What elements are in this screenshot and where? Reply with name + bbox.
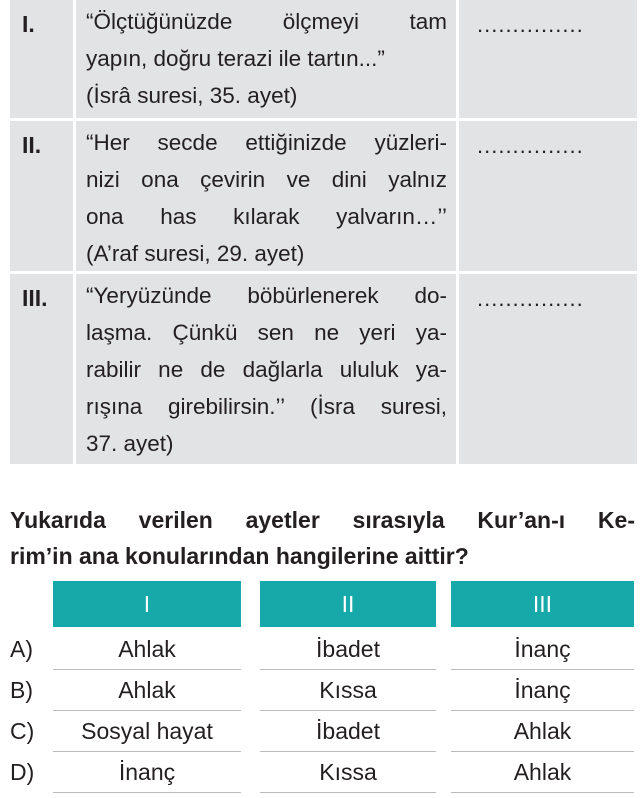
option-cell: İnanç: [451, 629, 634, 670]
verse-line: ona has kılarak yalvarın…’’: [86, 204, 447, 229]
option-cell: Kıssa: [260, 752, 436, 793]
header-col-1: I: [53, 581, 241, 627]
option-letter: B): [10, 677, 33, 703]
verse-row-2: [10, 121, 637, 271]
verse-text: [73, 0, 459, 118]
verse-line: “Ölçtüğünüzde ölçmeyi tam: [86, 9, 447, 34]
verse-line: yapın, doğru terazi ile tartın...”: [86, 46, 385, 71]
answer-blank: ...............: [477, 133, 584, 158]
verse-line: rabilir ne de dağlarla ululuk ya-: [86, 357, 447, 382]
option-cell: Sosyal hayat: [53, 711, 241, 752]
question-line: rim’in ana konularından hangilerine aittir?: [10, 543, 469, 569]
option-cell: İnanç: [53, 752, 241, 793]
verse-numeral: I.: [22, 11, 35, 37]
verse-text: [73, 121, 459, 271]
option-b[interactable]: [0, 670, 643, 711]
option-c[interactable]: [0, 711, 643, 752]
option-cell: Ahlak: [451, 711, 634, 752]
option-cell: Ahlak: [451, 752, 634, 793]
header-col-3: III: [451, 581, 634, 627]
verse-line: “Yeryüzünde böbürlenerek do-: [86, 283, 447, 308]
verse-line: (A’raf suresi, 29. ayet): [86, 241, 305, 266]
verse-numeral: II.: [22, 132, 42, 158]
option-letter: C): [10, 718, 35, 744]
verse-row-1: [10, 0, 637, 118]
verse-line: 37. ayet): [86, 431, 174, 456]
verse-line: laşma. Çünkü sen ne yeri ya-: [86, 320, 447, 345]
option-letter: A): [10, 636, 33, 662]
option-cell: İbadet: [260, 711, 436, 752]
header-col-2: II: [260, 581, 436, 627]
options-header: [0, 581, 643, 627]
option-a[interactable]: [0, 629, 643, 670]
option-cell: Ahlak: [53, 629, 241, 670]
question-stem: [10, 502, 635, 574]
option-d[interactable]: [0, 752, 643, 793]
verse-line: “Her secde ettiğinizde yüzleri-: [86, 130, 447, 155]
answer-blank: ...............: [477, 286, 584, 311]
option-cell: İbadet: [260, 629, 436, 670]
option-cell: Kıssa: [260, 670, 436, 711]
verse-line: rışına girebilirsin.’’ (İsra suresi,: [86, 394, 447, 419]
answer-blank: ...............: [477, 12, 584, 37]
verse-row-3: [10, 274, 637, 464]
verse-line: (İsrâ suresi, 35. ayet): [86, 83, 298, 108]
verse-numeral: III.: [22, 285, 48, 311]
option-cell: Ahlak: [53, 670, 241, 711]
option-letter: D): [10, 759, 35, 785]
option-cell: İnanç: [451, 670, 634, 711]
question-line: Yukarıda verilen ayetler sırasıyla Kur’an-ı Ke-: [10, 507, 635, 533]
verse-line: nizi ona çevirin ve dini yalnız: [86, 167, 447, 192]
verses-table: [10, 0, 637, 464]
verse-text: [73, 274, 459, 464]
